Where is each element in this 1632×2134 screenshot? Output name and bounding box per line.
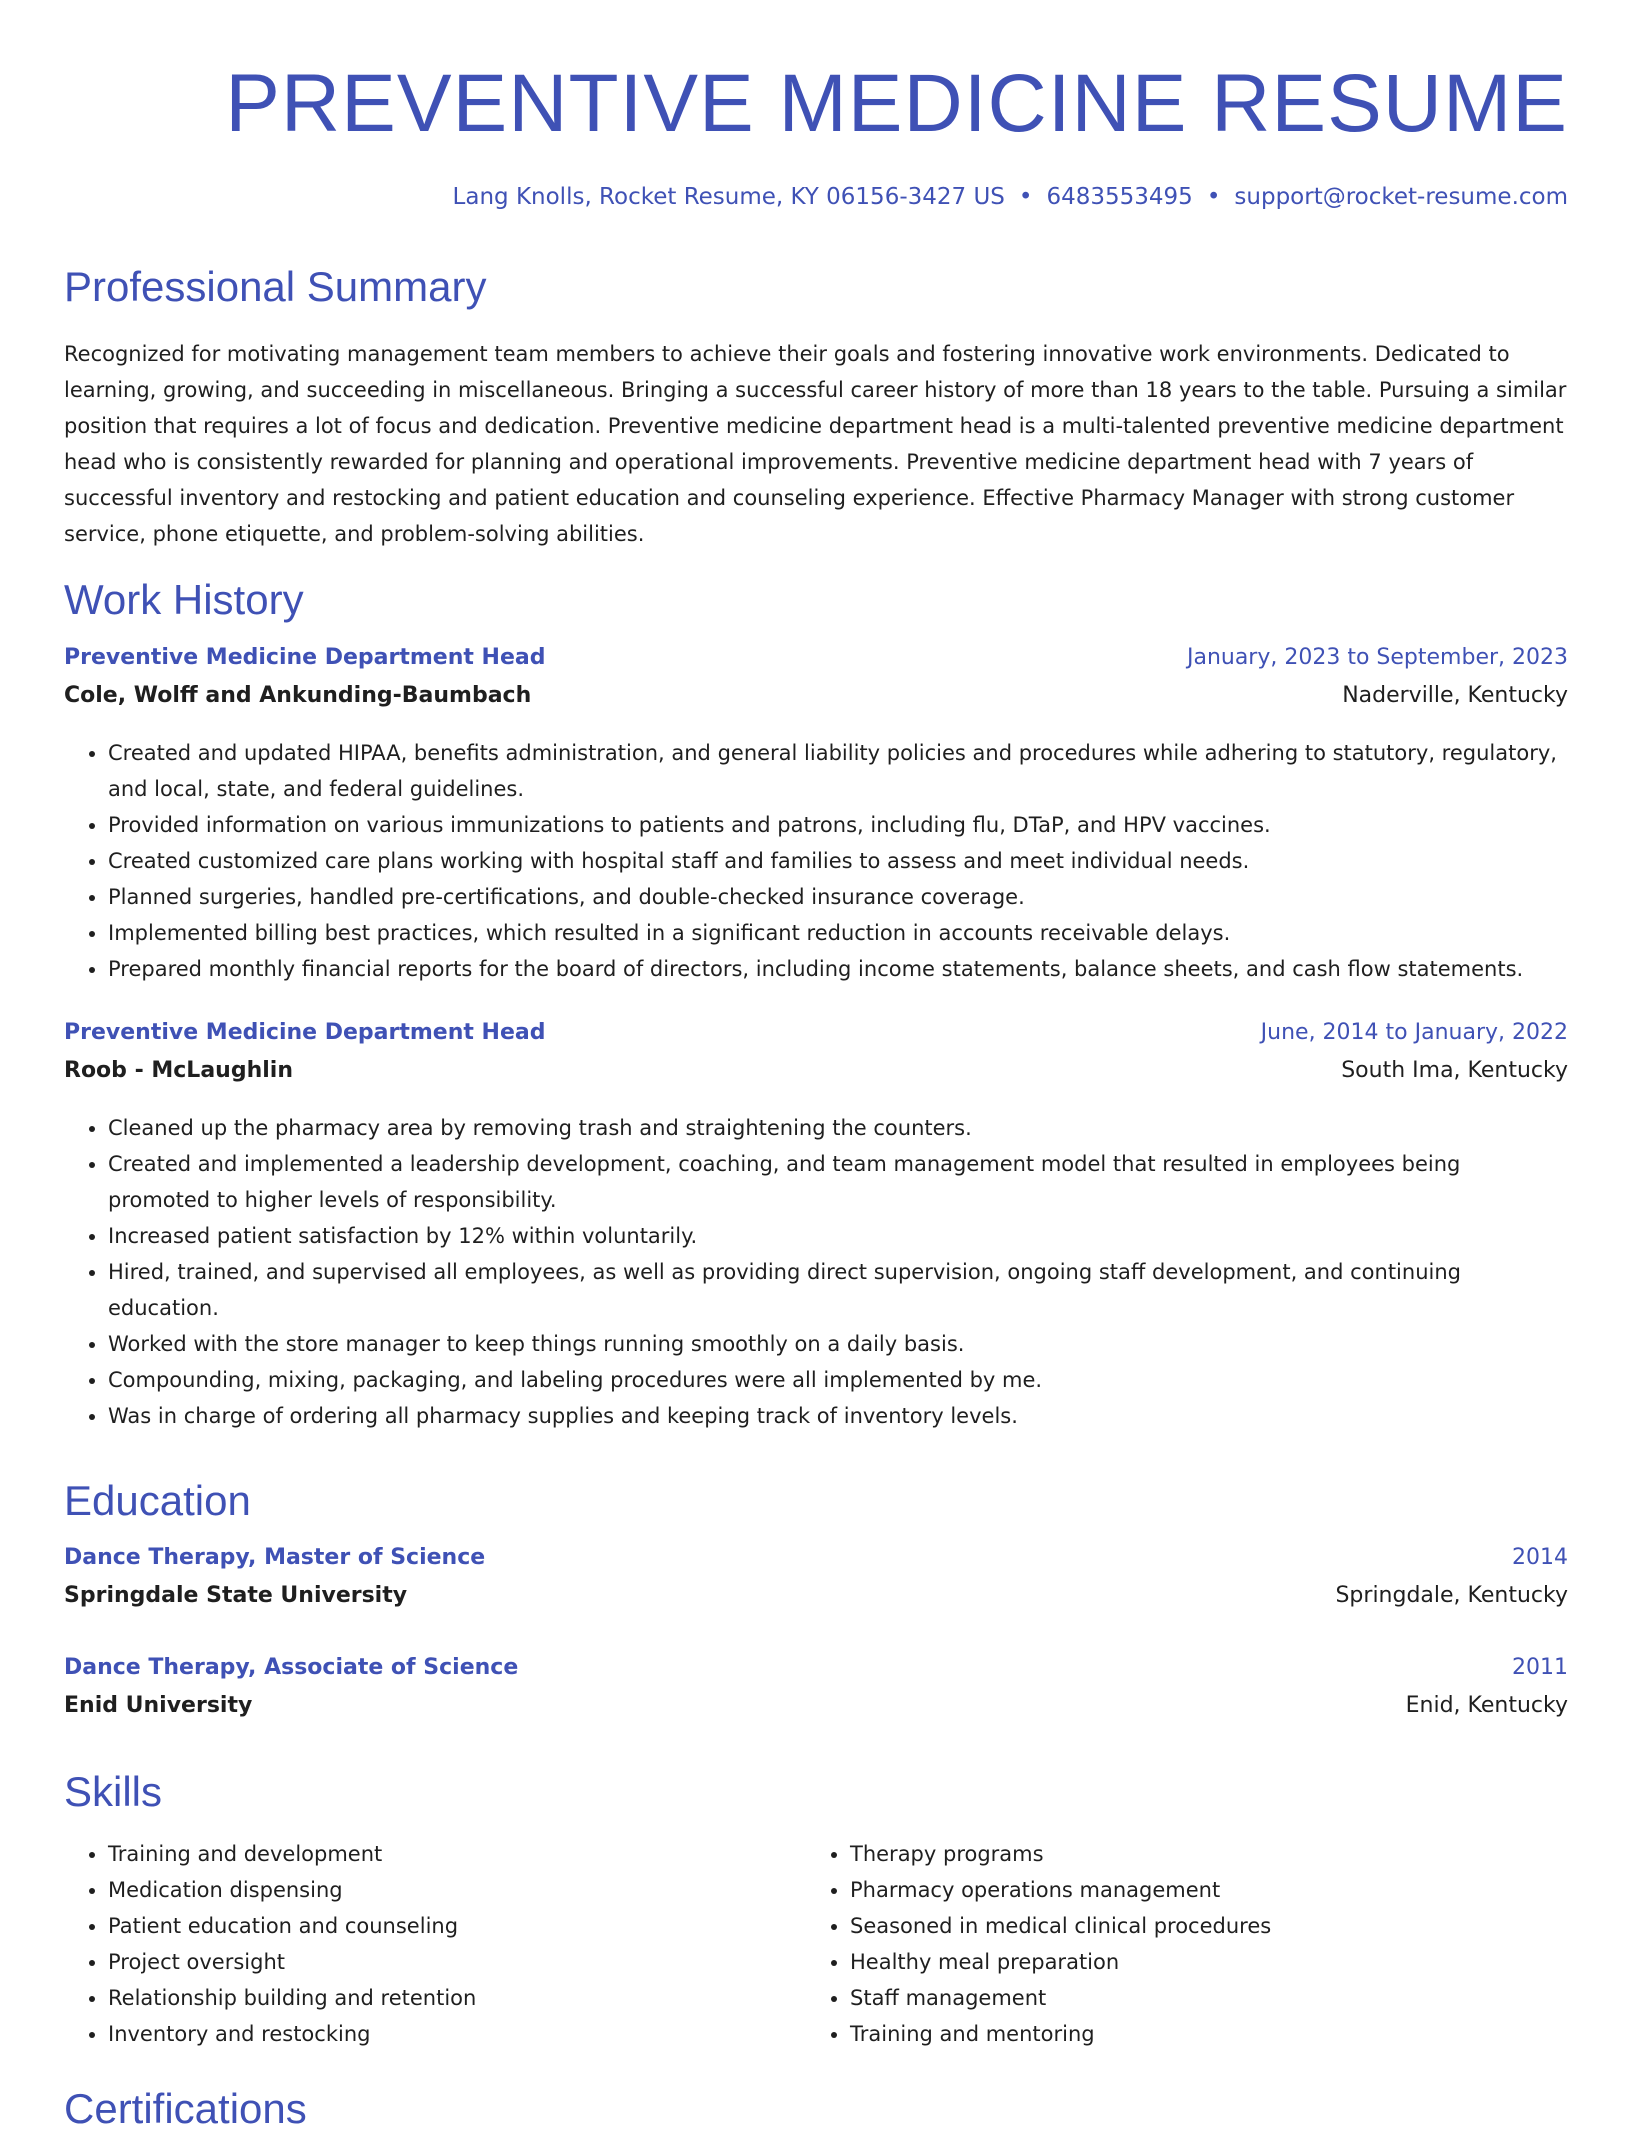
school-location: Enid, Kentucky bbox=[1405, 1693, 1568, 1718]
list-item: • Was in charge of ordering all pharmacy supplies and keeping track of inventory levels. bbox=[108, 1398, 1568, 1434]
list-item: • Increased patient satisfaction by 12% within voluntarily. bbox=[108, 1218, 1568, 1254]
skill-item: • Training and development bbox=[108, 1836, 806, 1872]
contact-address: Lang Knolls, Rocket Resume, KY 06156-3427 US bbox=[452, 184, 1005, 210]
job-title: Preventive Medicine Department Head bbox=[64, 645, 546, 670]
work-entry-header bbox=[64, 1020, 1568, 1058]
degree-name: Dance Therapy, Associate of Science bbox=[64, 1655, 519, 1680]
section-heading-certifications: Certifications bbox=[64, 2085, 307, 2132]
list-item: • Created and updated HIPAA, benefits administration, and general liability policies and procedures while adhering to statutory, regulatory, and local, state, and federal guidelines. bbox=[108, 735, 1568, 807]
degree-name: Dance Therapy, Master of Science bbox=[64, 1545, 486, 1570]
job-bullets bbox=[64, 1110, 1568, 1434]
contact-email[interactable]: support@rocket-resume.com bbox=[1234, 184, 1568, 210]
work-entry-header bbox=[64, 645, 1568, 683]
skill-item: • Therapy programs bbox=[850, 1836, 1548, 1872]
job-dates: January, 2023 to September, 2023 bbox=[1186, 645, 1568, 670]
contact-line bbox=[453, 182, 1568, 212]
school-location: Springdale, Kentucky bbox=[1335, 1583, 1568, 1608]
job-location: Naderville, Kentucky bbox=[1342, 683, 1568, 708]
skill-item: • Seasoned in medical clinical procedures bbox=[850, 1908, 1548, 1944]
section-heading-education: Education bbox=[64, 1477, 251, 1524]
skill-item: • Patient education and counseling bbox=[108, 1908, 806, 1944]
list-item: • Planned surgeries, handled pre-certifications, and double-checked insurance coverage. bbox=[108, 879, 1568, 915]
section-heading-summary: Professional Summary bbox=[64, 263, 487, 310]
summary-text: Recognized for motivating management team members to achieve their goals and fostering innovative work environments. Dedicated to learning, growing, and succeeding in miscellaneous. Bringing a successful career history of more than 18 years to the table. Pursuing a similar position that requires a lot of focus and dedication. Preventive medicine department head is a multi-talented preventive medicine department head who is consistently rewarded for planning and operational improvements. Preventive medicine department head with 7 years of successful inventory and restocking and patient education and counseling experience. Effective Pharmacy Manager with strong customer service, phone etiquette, and problem-solving abilities. bbox=[64, 342, 1567, 546]
skills-column-right bbox=[806, 1836, 1548, 2052]
company-name: Cole, Wolff and Ankunding-Baumbach bbox=[64, 683, 532, 708]
section-heading-work-history: Work History bbox=[64, 576, 304, 623]
contact-phone: 6483553495 bbox=[1046, 184, 1193, 210]
work-entry bbox=[64, 1020, 1568, 1434]
job-location: South Ima, Kentucky bbox=[1341, 1058, 1568, 1083]
section-heading-skills: Skills bbox=[64, 1768, 163, 1815]
education-entry-header bbox=[64, 1545, 1568, 1583]
skill-item: • Project oversight bbox=[108, 1944, 806, 1980]
skills-column-left bbox=[64, 1836, 806, 2052]
list-item: • Hired, trained, and supervised all employees, as well as providing direct supervision, ongoing staff development, and continuing education. bbox=[108, 1254, 1568, 1326]
contact-separator: • bbox=[1018, 184, 1033, 210]
skills-list bbox=[64, 1836, 1568, 2052]
list-item: • Implemented billing best practices, which resulted in a significant reduction in accounts receivable delays. bbox=[108, 915, 1568, 951]
list-item: • Compounding, mixing, packaging, and labeling procedures were all implemented by me. bbox=[108, 1362, 1568, 1398]
school-name: Enid University bbox=[64, 1693, 253, 1718]
skill-item: • Training and mentoring bbox=[850, 2016, 1548, 2052]
contact-separator: • bbox=[1206, 184, 1221, 210]
skill-item: • Inventory and restocking bbox=[108, 2016, 806, 2052]
education-entry bbox=[64, 1655, 1568, 1731]
skill-item: • Healthy meal preparation bbox=[850, 1944, 1548, 1980]
work-entry bbox=[64, 645, 1568, 987]
school-name: Springdale State University bbox=[64, 1583, 408, 1608]
list-item: • Created customized care plans working with hospital staff and families to assess and meet individual needs. bbox=[108, 843, 1568, 879]
skill-item: • Pharmacy operations management bbox=[850, 1872, 1548, 1908]
skill-item: • Medication dispensing bbox=[108, 1872, 806, 1908]
list-item: • Cleaned up the pharmacy area by removing trash and straightening the counters. bbox=[108, 1110, 1568, 1146]
education-entry-header bbox=[64, 1655, 1568, 1693]
education-entry-subheader bbox=[64, 1583, 1568, 1621]
job-bullets bbox=[64, 735, 1568, 987]
education-entry bbox=[64, 1545, 1568, 1621]
graduation-year: 2011 bbox=[1512, 1655, 1568, 1680]
list-item: • Worked with the store manager to keep things running smoothly on a daily basis. bbox=[108, 1326, 1568, 1362]
list-item: • Prepared monthly financial reports for the board of directors, including income statements, balance sheets, and cash flow statements. bbox=[108, 951, 1568, 987]
list-item: • Provided information on various immunizations to patients and patrons, including flu, DTaP, and HPV vaccines. bbox=[108, 807, 1568, 843]
job-title: Preventive Medicine Department Head bbox=[64, 1020, 546, 1045]
graduation-year: 2014 bbox=[1512, 1545, 1568, 1570]
work-entry-subheader bbox=[64, 1058, 1568, 1096]
education-entry-subheader bbox=[64, 1693, 1568, 1731]
skill-item: • Staff management bbox=[850, 1980, 1548, 2016]
skill-item: • Relationship building and retention bbox=[108, 1980, 806, 2016]
work-entry-subheader bbox=[64, 683, 1568, 721]
list-item: • Created and implemented a leadership development, coaching, and team management model that resulted in employees being promoted to higher levels of responsibility. bbox=[108, 1146, 1568, 1218]
company-name: Roob - McLaughlin bbox=[64, 1058, 293, 1083]
job-dates: June, 2014 to January, 2022 bbox=[1260, 1020, 1568, 1045]
resume-title: PREVENTIVE MEDICINE RESUME bbox=[225, 58, 1568, 149]
